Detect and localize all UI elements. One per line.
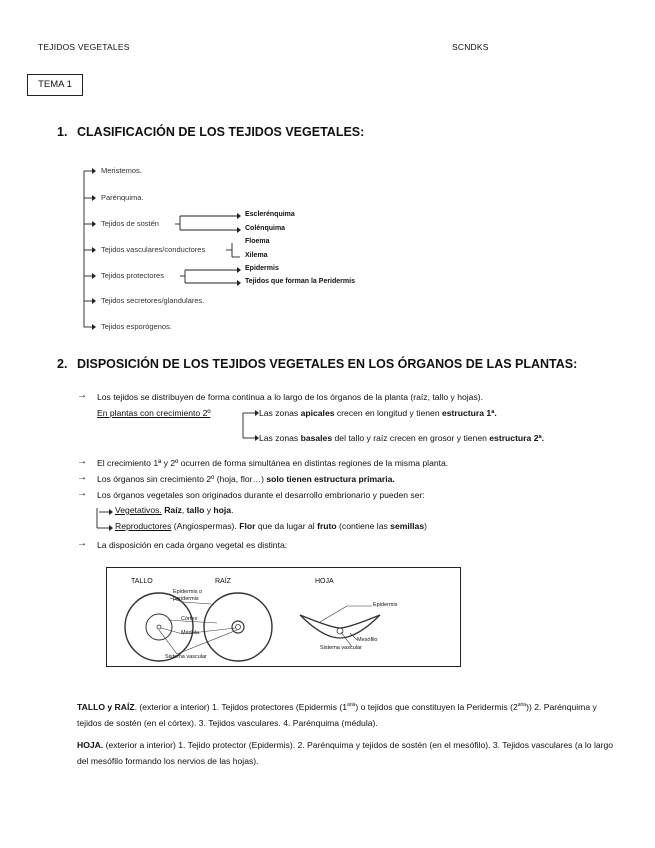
sub-colenquima: Colénquima bbox=[245, 225, 286, 232]
paragraph-tallo-raiz: TALLO y RAÍZ. (exterior a interior) 1. Tejidos protectores (Epidermis $(1^{aria})$ o tejidos que constituyen la Peridermis $(2^{aria})$) 2. Parénquima y tejidos de sostén (en el córtex). 3. Tejidos vasculares. 4. Parénquima (médula). bbox=[77, 701, 597, 728]
tree-item-vasculares: Tejidos vasculares/conductores bbox=[101, 245, 206, 254]
tree-item-meristemos: Meristemos. bbox=[101, 166, 142, 175]
sub-peridermis: Tejidos que forman la Peridermis bbox=[245, 278, 355, 285]
sub-epidermis: Epidermis bbox=[245, 265, 279, 272]
bullet-5: La disposición en cada órgano vegetal es distinta: bbox=[97, 540, 288, 550]
classification-tree bbox=[0, 0, 655, 340]
reproductores-line: Reproductores (Angiospermas). Flor que da lugar al fruto (contiene las semillas) bbox=[115, 521, 427, 531]
arrow-icon: → bbox=[77, 538, 87, 549]
arrow-icon: → bbox=[77, 488, 87, 499]
label-peridermis: peridermis bbox=[173, 596, 199, 602]
label-sistema-vascular-2: Sistema vascular bbox=[320, 645, 362, 651]
tree-item-secretores: Tejidos secretores/glandulares. bbox=[101, 296, 205, 305]
tree-item-protectores: Tejidos protectores bbox=[101, 271, 164, 280]
label-epidermis: Epidermis bbox=[373, 602, 398, 608]
tema-box: TEMA 1 bbox=[27, 74, 83, 96]
label-mesofilo: Mesófilo bbox=[357, 637, 378, 643]
sub-floema: Floema bbox=[245, 238, 270, 245]
bullet-2: El crecimiento 1ª y 2º ocurren de forma simultánea en distintas regiones de la misma planta. bbox=[97, 458, 449, 468]
bullet-1: Los tejidos se distribuyen de forma continua a lo largo de los órganos de la planta (raíz, tallo y hojas). bbox=[97, 392, 483, 402]
arrow-icon: → bbox=[77, 390, 87, 401]
tree-item-sosten: Tejidos de sostén bbox=[101, 219, 159, 228]
label-sistema-vascular-1: Sistema vascular bbox=[165, 654, 207, 660]
arrow-icon: → bbox=[77, 472, 87, 483]
section2-title: DISPOSICIÓN DE LOS TEJIDOS VEGETALES EN LOS ÓRGANOS DE LAS PLANTAS: bbox=[77, 357, 578, 371]
label-tallo: TALLO bbox=[131, 578, 153, 585]
paragraph-hoja: HOJA. (exterior a interior) 1. Tejido protector (Epidermis). 2. Parénquima y tejidos de sostén (en el mesófilo). 3. Tejidos vasculares (a lo largo del mesófilo formando los nervios de las hojas). bbox=[77, 740, 614, 766]
section1-title: CLASIFICACIÓN DE LOS TEJIDOS VEGETALES: bbox=[77, 125, 365, 139]
arrow-icon: → bbox=[77, 456, 87, 467]
bullet-1-sub-label: En plantas con crecimiento 2º bbox=[97, 408, 211, 418]
apical-line: Las zonas apicales crecen en longitud y tienen estructura 1ª. bbox=[259, 408, 497, 418]
bullet-3: Los órganos sin crecimiento 2º (hoja, flor…) solo tienen estructura primaria. bbox=[97, 474, 395, 484]
section1-number: 1. bbox=[57, 125, 68, 139]
label-epidermis-o: Epidermis o bbox=[173, 589, 203, 595]
sub-xilema: Xilema bbox=[245, 252, 268, 259]
tree-item-esporogenos: Tejidos esporógenos. bbox=[101, 322, 172, 331]
sub-esclerenquima: Esclerénquima bbox=[245, 211, 295, 218]
tree-item-parenquima: Parénquima. bbox=[101, 193, 144, 202]
section2-number: 2. bbox=[57, 357, 68, 371]
doc-header-right: SCNDKS bbox=[452, 42, 489, 52]
organ-diagram bbox=[106, 567, 461, 667]
basal-line: Las zonas basales del tallo y raíz crecen en grosor y tienen estructura 2ª. bbox=[259, 433, 545, 443]
doc-header-left: TEJIDOS VEGETALES bbox=[38, 42, 130, 52]
label-hoja: HOJA bbox=[315, 578, 334, 585]
label-raiz: RAÍZ bbox=[215, 578, 231, 585]
label-medula: Médula bbox=[181, 630, 200, 636]
vegetativos-line: Vegetativos. Raíz, tallo y hoja. bbox=[115, 505, 234, 515]
branch-arrow-icon bbox=[94, 504, 114, 534]
label-cortex: Córtex bbox=[181, 616, 198, 622]
bullet-4: Los órganos vegetales son originados durante el desarrollo embrionario y pueden ser: bbox=[97, 490, 425, 500]
branch-arrow-icon bbox=[240, 408, 260, 442]
